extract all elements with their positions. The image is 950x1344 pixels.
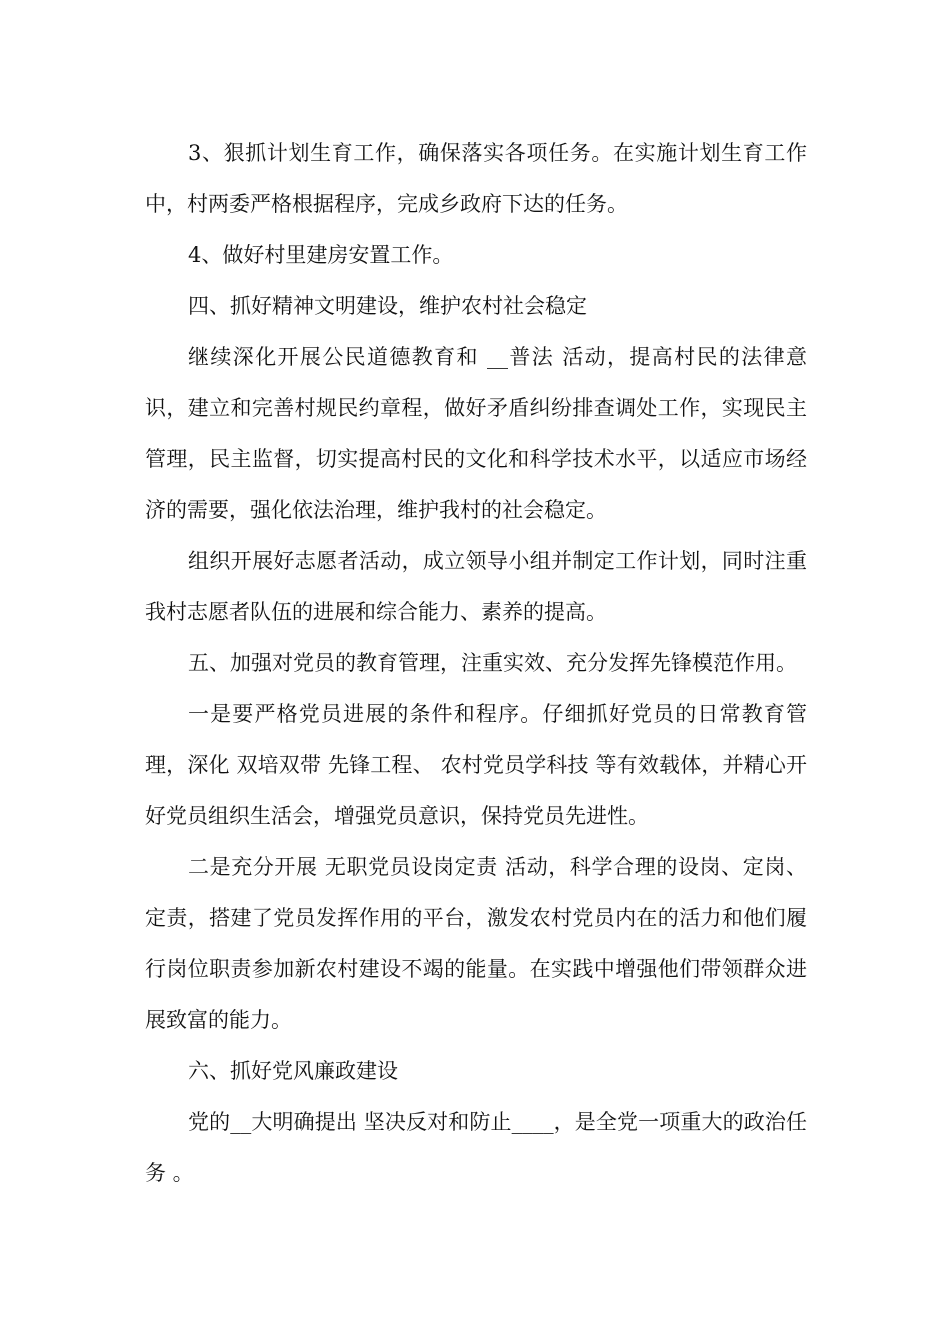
paragraph-member-development: 一是要严格党员进展的条件和程序。仔细抓好党员的日常教育管理，深化 双培双带 先锋工程、 农村党员学科技 等有效载体，并精心开好党员组织生活会，增强党员意识，保持党员先进性。 xyxy=(145,702,807,828)
paragraph-housing: 4、做好村里建房安置工作。 xyxy=(188,243,454,267)
paragraph-moral-education: 继续深化开展公民道德教育和 __普法 活动，提高村民的法律意识，建立和完善村规民约章程，做好矛盾纠纷排查调处工作，实现民主管理，民主监督，切实提高村民的文化和科学技术水平，以适应市场经济的需要，强化依法治理，维护我村的社会稳定。 xyxy=(145,345,807,522)
section-heading-civilization: 四、抓好精神文明建设，维护农村社会稳定 xyxy=(188,294,587,318)
section-heading-integrity: 六、抓好党风廉政建设 xyxy=(188,1059,398,1083)
paragraph-family-planning: 3、狠抓计划生育工作，确保落实各项任务。在实施计划生育工作中，村两委严格根据程序，完成乡政府下达的任务。 xyxy=(145,141,807,216)
paragraph-member-posts: 二是充分开展 无职党员设岗定责 活动，科学合理的设岗、定岗、定责，搭建了党员发挥作用的平台，激发农村党员内在的活力和他们履行岗位职责参加新农村建设不竭的能量。在实践中增强他们带领群众进展致富的能力。 xyxy=(145,855,807,1032)
document-page xyxy=(145,128,807,1199)
paragraph-volunteers: 组织开展好志愿者活动，成立领导小组并制定工作计划，同时注重我村志愿者队伍的进展和综合能力、素养的提高。 xyxy=(145,549,807,624)
section-heading-party-members: 五、加强对党员的教育管理，注重实效、充分发挥先锋模范作用。 xyxy=(188,651,797,675)
paragraph-political-task: 党的__大明确提出 坚决反对和防止____，是全党一项重大的政治任务 。 xyxy=(145,1110,807,1185)
